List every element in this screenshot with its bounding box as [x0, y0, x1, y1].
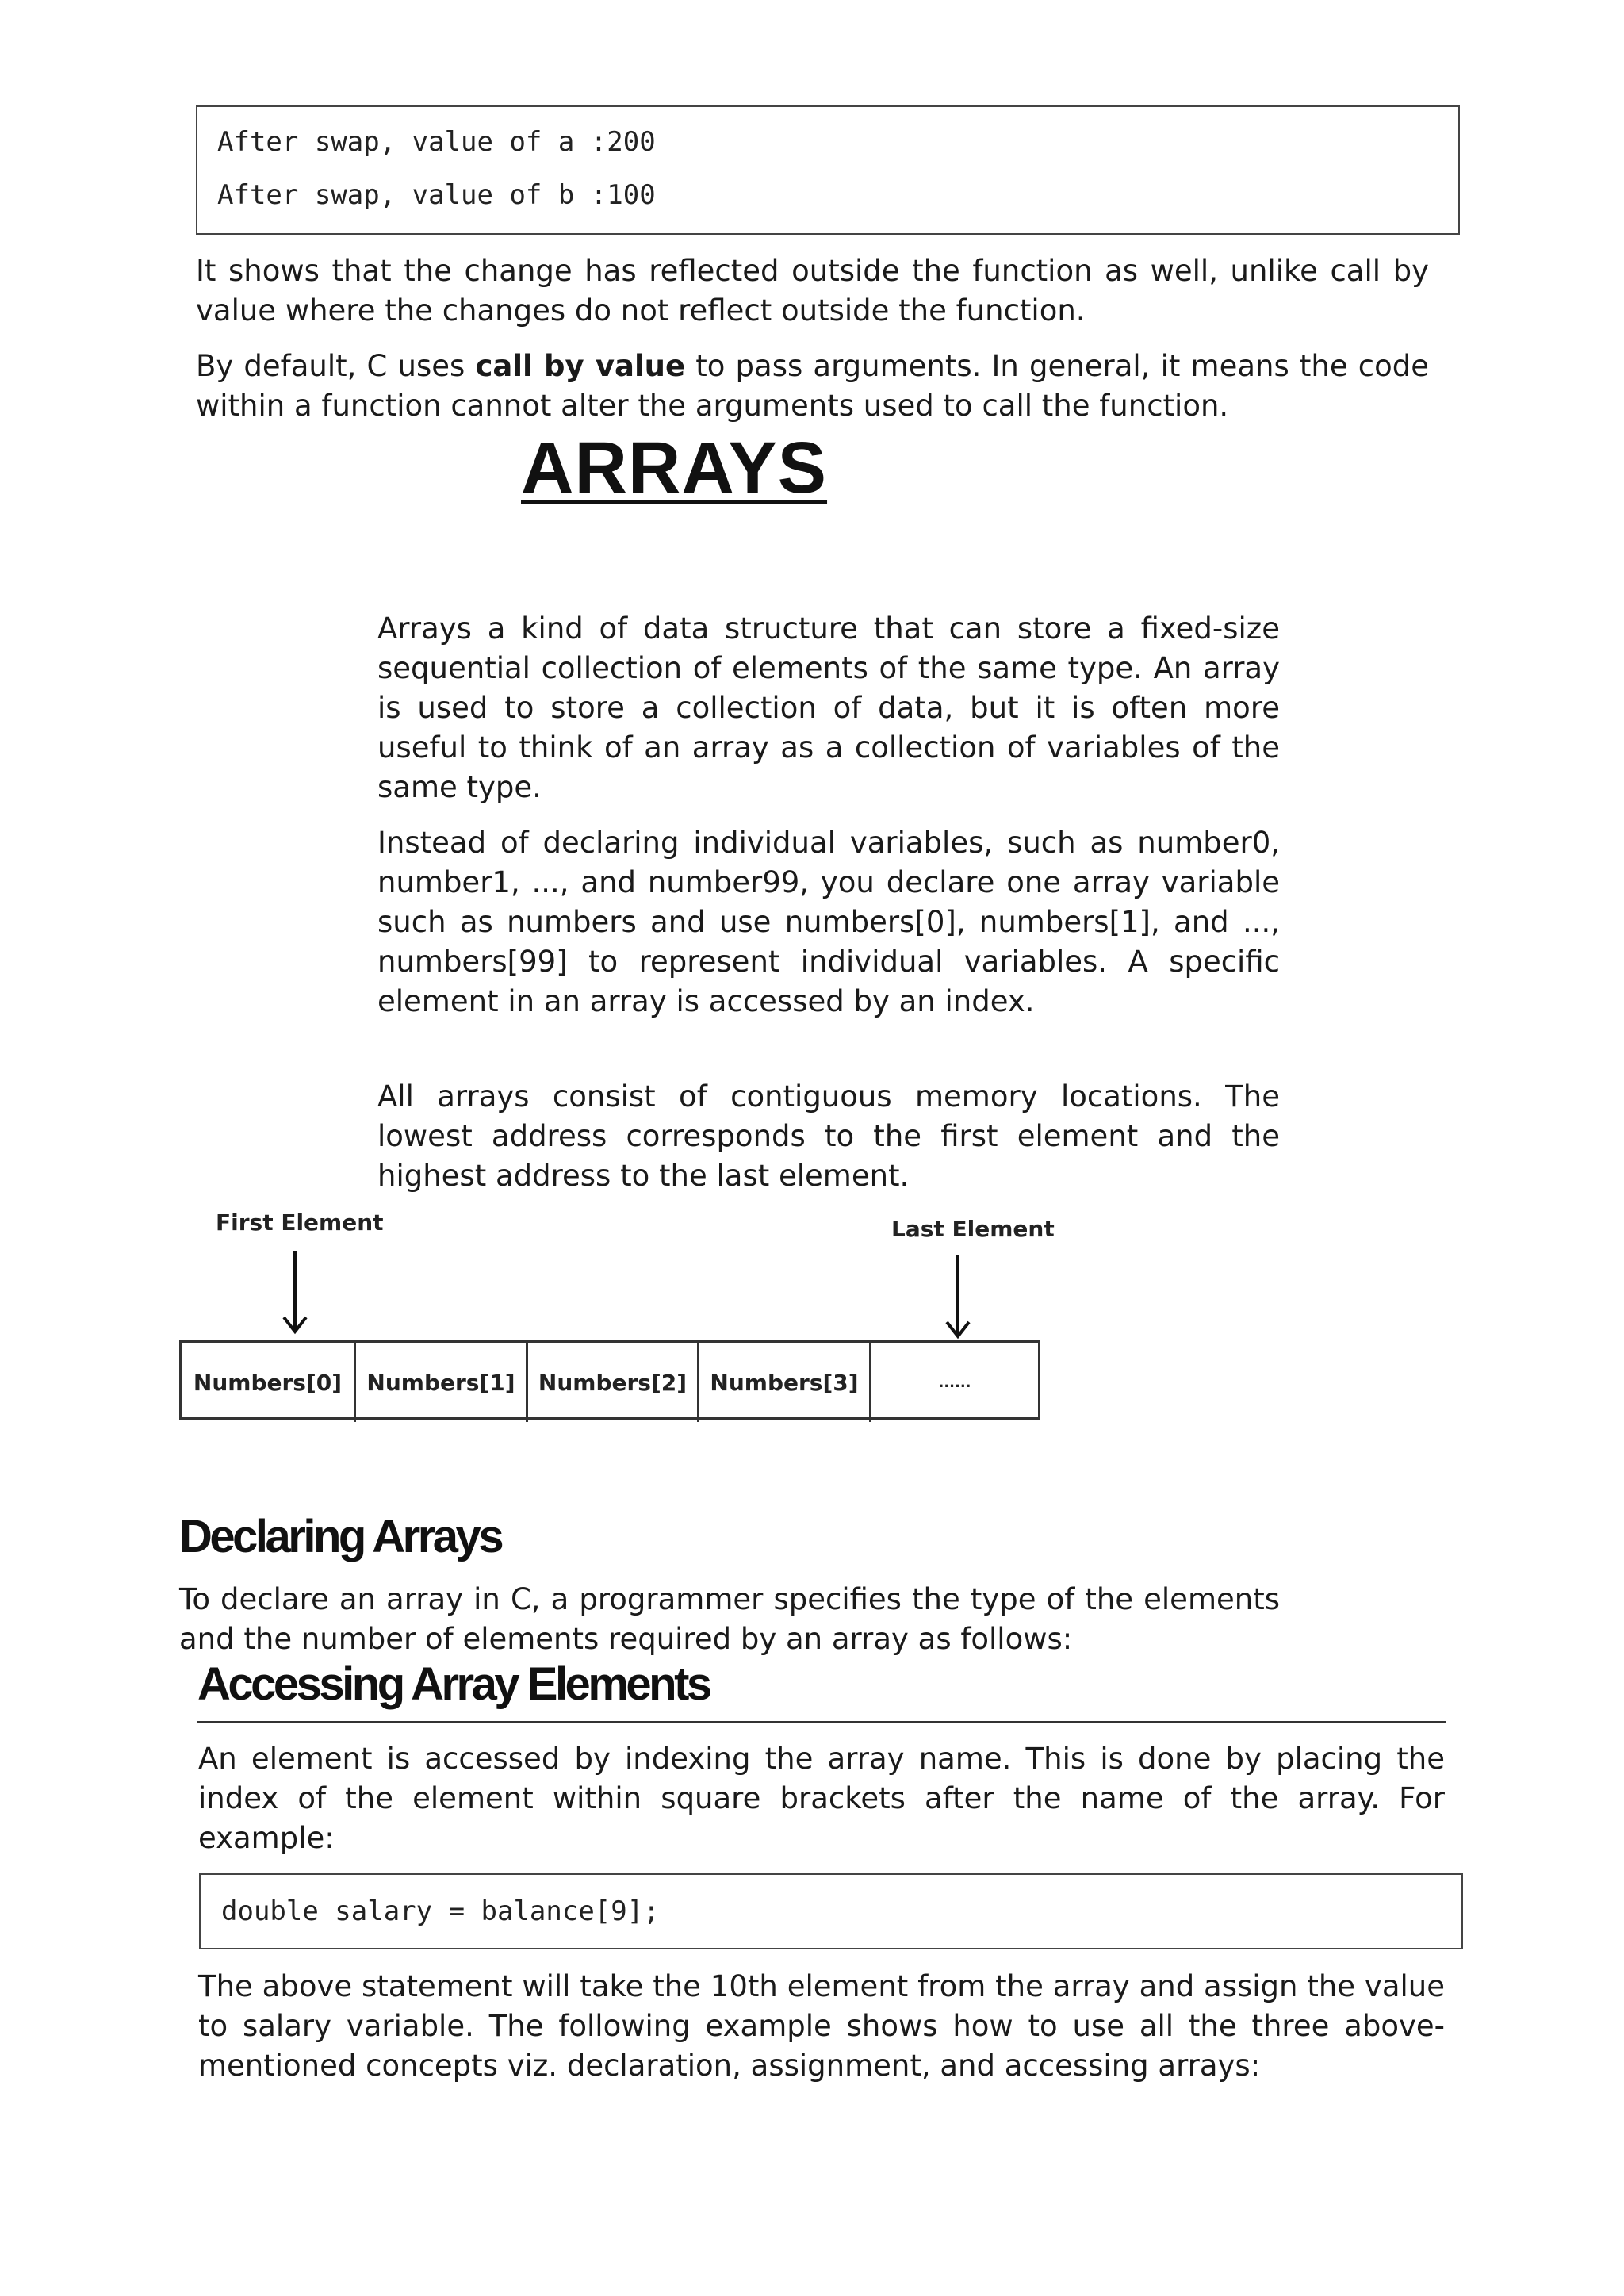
salary-code-line: double salary = balance[9];	[221, 1895, 660, 1927]
array-cell-3: Numbers[3]	[699, 1343, 871, 1422]
accessing-elements-heading: Accessing Array Elements	[197, 1658, 710, 1710]
accessing-heading-rule	[197, 1721, 1446, 1723]
arrays-title: ARRAYS	[521, 427, 828, 508]
arrays-paragraph-3: All arrays consist of contiguous memory locations. The lowest address corresponds to the first element and the highest address to the last element.	[377, 1079, 1280, 1193]
intro-p2-before: By default, C uses	[196, 349, 476, 383]
salary-code-box	[199, 1873, 1463, 1949]
last-element-arrow-icon	[942, 1255, 974, 1343]
last-element-label: Last Element	[891, 1216, 1055, 1242]
array-cell-2: Numbers[2]	[528, 1343, 699, 1422]
array-cell-0: Numbers[0]	[182, 1343, 356, 1422]
arrays-paragraph-1: Arrays a kind of data structure that can store a fixed-size sequential collection of elements of the same type. An array is used to store a collection of data, but it is often more useful to think of an array as a collection of variables of the same type.	[377, 611, 1280, 804]
arrays-paragraph-2: Instead of declaring individual variables, such as number0, number1, ..., and number99, you declare one array variable such as numbers and use numbers[0], numbers[1], and ..., numbers[99] to represent individual variables. A specific element in an array is accessed by an index.	[377, 826, 1280, 1018]
declaring-arrays-heading: Declaring Arrays	[179, 1511, 502, 1562]
array-cell-1: Numbers[1]	[356, 1343, 528, 1422]
declaring-paragraph: To declare an array in C, a programmer specifies the type of the elements and the number of elements required by an array as follows:	[179, 1582, 1280, 1656]
array-cells	[179, 1340, 1040, 1420]
accessing-paragraph-1: An element is accessed by indexing the array name. This is done by placing the index of the element within square brackets after the name of the array. For example:	[198, 1742, 1445, 1855]
first-element-arrow-icon	[279, 1251, 311, 1338]
array-diagram	[179, 1202, 1055, 1424]
swap-output-line-a: After swap, value of a :200	[217, 126, 656, 158]
swap-output-box	[196, 105, 1460, 235]
array-cell-ellipsis: ......	[938, 1374, 971, 1391]
intro-paragraph-2	[196, 347, 1429, 426]
intro-p2-after: to pass arguments. In general, it means the code within a function cannot alter the arguments used to call the function.	[196, 349, 1429, 423]
accessing-paragraph-2: The above statement will take the 10th element from the array and assign the value to salary variable. The following example shows how to use all the three above-mentioned concepts viz. declaration, assignment, and accessing arrays:	[198, 1969, 1445, 2083]
intro-paragraph-1: It shows that the change has reflected outside the function as well, unlike call by value where the changes do not reflect outside the function.	[196, 254, 1429, 328]
call-by-value-bold: call by value	[475, 349, 686, 383]
swap-output-line-b: After swap, value of b :100	[217, 179, 656, 211]
first-element-label: First Element	[216, 1209, 384, 1236]
